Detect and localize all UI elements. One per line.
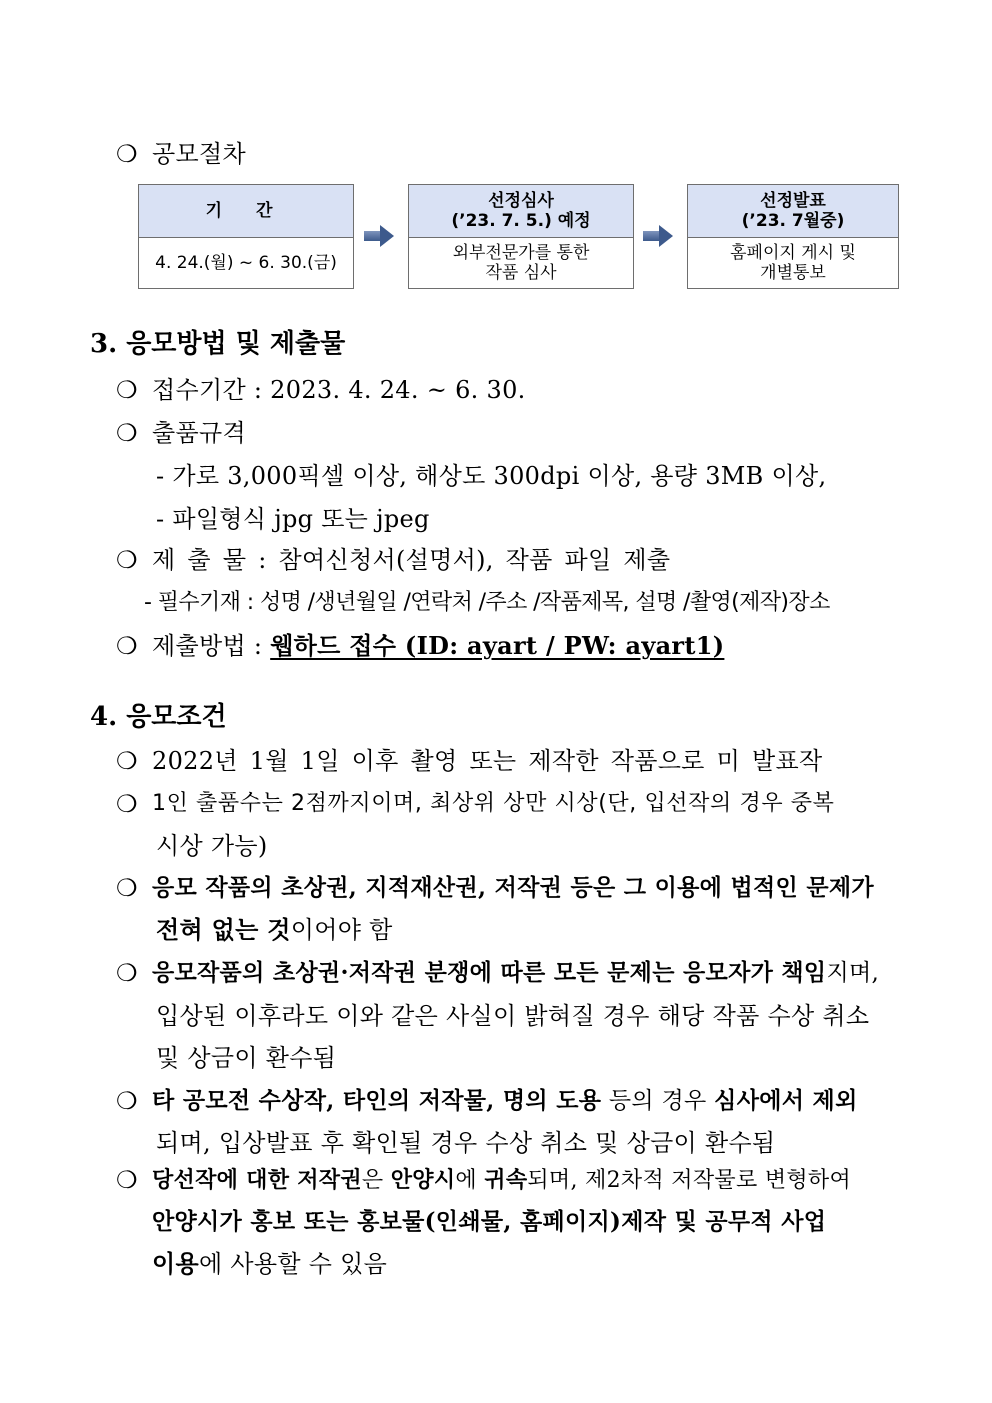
condition-6-mid-2: 에 — [455, 1168, 485, 1193]
condition-4-rest: 지며, — [826, 960, 880, 986]
condition-3-rest: 이어야 함 — [290, 916, 393, 944]
condition-4-emphasis: 응모작품의 초상권·저작권 분쟁에 따른 모든 문제는 응모자가 책임 — [152, 959, 827, 986]
condition-3-line1: 응모 작품의 초상권, 지적재산권, 저작권 등은 그 이용에 법적인 문제가 — [152, 874, 874, 901]
bullet-icon: ❍ — [116, 747, 138, 775]
step-review-body — [409, 237, 633, 288]
bullet-icon: ❍ — [116, 419, 138, 447]
section3-method-label: 제출방법 : — [152, 632, 271, 660]
section3-method — [152, 631, 724, 661]
condition-6-emphasis: 당선작에 대한 저작권 — [152, 1167, 362, 1193]
condition-5-mid: 등의 경우 — [601, 1088, 715, 1114]
section3-period: 접수기간 : 2023. 4. 24. ~ 6. 30. — [152, 376, 526, 404]
step-period-body — [139, 237, 353, 288]
step-review — [408, 184, 634, 289]
condition-4-line2: 입상된 이후라도 이와 같은 사실이 밝혀질 경우 해당 작품 수상 취소 — [156, 1002, 870, 1030]
condition-6-rest-2: 에 사용할 수 있음 — [198, 1250, 388, 1278]
section3-method-value: 웹하드 접수 (ID: ayart / PW: ayart1) — [270, 631, 725, 660]
condition-6-line1 — [152, 1165, 851, 1196]
step-period-header-text: 기 간 — [205, 201, 287, 221]
bullet-icon: ❍ — [116, 1166, 138, 1194]
condition-3-emphasis: 전혀 없는 것 — [156, 915, 291, 944]
condition-6-rest: 되며, 제2차적 저작물로 변형하여 — [527, 1168, 852, 1193]
condition-5-line1 — [152, 1086, 858, 1116]
condition-6-line2: 안양시가 홍보 또는 홍보물(인쇄물, 홈페이지)제작 및 공무적 사업 — [152, 1208, 827, 1235]
condition-5-emphasis: 타 공모전 수상작, 타인의 저작물, 명의 도용 — [152, 1087, 602, 1114]
section3-spec-title: 출품규격 — [152, 419, 246, 447]
step-period — [138, 184, 354, 289]
step-announce-header-line1: 선정발표 — [760, 191, 826, 211]
step-announce-header — [688, 185, 898, 238]
step-announce-body-line2: 개별통보 — [760, 262, 826, 283]
condition-1: 2022년 1월 1일 이후 촬영 또는 제작한 작품으로 미 발표작 — [152, 747, 823, 775]
step-announce — [687, 184, 899, 289]
step-review-body-line1: 외부전문가를 통한 — [452, 242, 590, 263]
arrow-right-icon — [380, 225, 394, 247]
condition-6-emphasis-3: 귀속 — [484, 1167, 528, 1193]
step-period-body-text: 4. 24.(월) ~ 6. 30.(금) — [155, 252, 337, 273]
condition-2-line2: 시상 가능) — [156, 832, 268, 860]
step-review-header-line2: (’23. 7. 5.) 예정 — [451, 211, 591, 231]
section3-spec-item: - 가로 3,000픽셀 이상, 해상도 300dpi 이상, 용량 3MB 이상, — [156, 462, 827, 490]
step-review-body-line2: 작품 심사 — [485, 262, 557, 283]
condition-3-line2 — [156, 915, 393, 945]
step-review-header — [409, 185, 633, 238]
bullet-icon: ❍ — [116, 874, 138, 902]
section4-heading: 4. 응모조건 — [90, 702, 227, 732]
bullet-icon: ❍ — [116, 546, 138, 574]
bullet-icon: ❍ — [116, 790, 138, 818]
bullet-icon: ❍ — [116, 140, 138, 168]
bullet-icon: ❍ — [116, 1087, 138, 1115]
procedure-title: 공모절차 — [152, 140, 246, 168]
bullet-icon: ❍ — [116, 632, 138, 660]
section3-required: - 필수기재 : 성명 /생년월일 /연락처 /주소 /작품제목, 설명 /촬영(제작)장소 — [144, 590, 830, 615]
arrow-right-icon — [659, 225, 673, 247]
step-announce-body — [688, 237, 898, 288]
condition-4-line3: 및 상금이 환수됨 — [156, 1044, 337, 1072]
step-announce-body-line1: 홈페이지 게시 및 — [730, 242, 856, 263]
condition-5-emphasis-2: 심사에서 제외 — [714, 1087, 858, 1114]
condition-2-line1: 1인 출품수는 2점까지이며, 최상위 상만 시상(단, 입선작의 경우 중복 — [152, 791, 835, 816]
step-announce-header-line2: (’23. 7월중) — [741, 211, 845, 231]
condition-6-emphasis-4: 이용 — [152, 1249, 199, 1278]
condition-6-line3 — [152, 1249, 387, 1279]
section3-spec-item: - 파일형식 jpg 또는 jpeg — [156, 505, 430, 533]
section3-submission: 제 출 물 : 참여신청서(설명서), 작품 파일 제출 — [152, 546, 671, 574]
condition-6-mid: 은 — [361, 1168, 391, 1193]
condition-5-line2: 되며, 입상발표 후 확인될 경우 수상 취소 및 상금이 환수됨 — [156, 1129, 776, 1157]
step-period-header — [139, 185, 353, 238]
section3-heading: 3. 응모방법 및 제출물 — [90, 329, 346, 359]
step-review-header-line1: 선정심사 — [488, 191, 554, 211]
condition-6-emphasis-2: 안양시 — [390, 1167, 456, 1193]
bullet-icon: ❍ — [116, 376, 138, 404]
condition-4-line1 — [152, 958, 879, 988]
bullet-icon: ❍ — [116, 959, 138, 987]
